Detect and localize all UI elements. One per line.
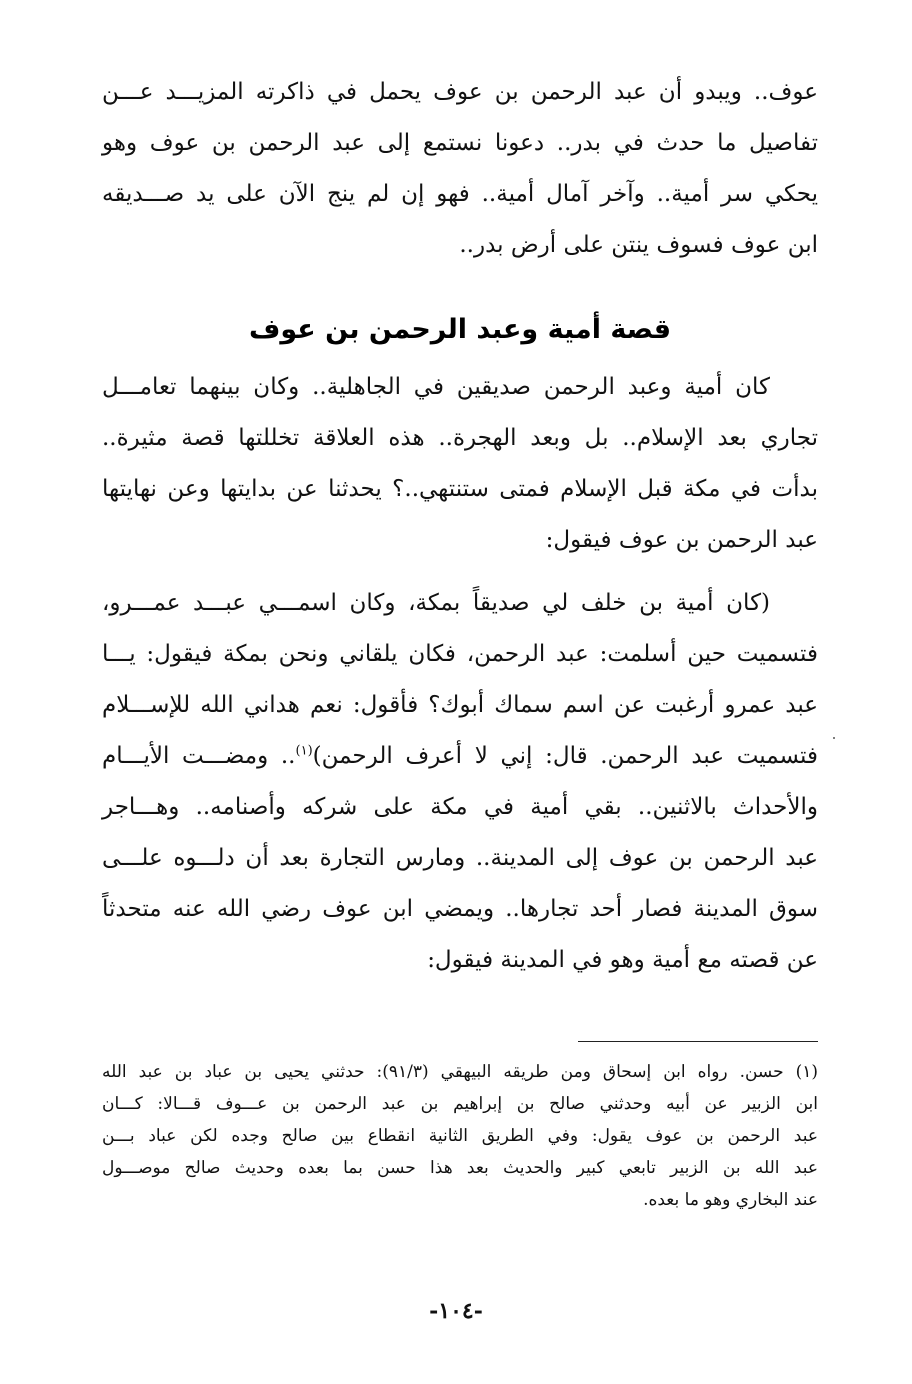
quote-text: فتسميت عبد الرحمن. قال: إني لا أعرف الرحمن): [312, 743, 818, 769]
paragraph-line: [102, 731, 818, 782]
paragraph-line: عبد الرحمن بن عوف فيقول:: [545, 527, 818, 553]
footnote-reference[interactable]: (١): [295, 743, 313, 759]
footnote-line: ابن الزبير عن أبيه وحدثني صالح بن إبراهيم بن عبد الرحمن بن عـــوف قـــالا: كـــان: [102, 1094, 818, 1114]
paragraph-line: والأحداث بالاثنين.. بقي أمية في مكة على شركه وأصنامه.. وهـــاجر: [102, 794, 818, 820]
margin-mark: [833, 737, 835, 739]
paragraph-line: يحكي سر أمية.. وآخر آمال أمية.. فهو إن لم ينج الآن على يد صـــديقه: [102, 181, 818, 207]
footnote-line: عبد الله بن الزبير تابعي كبير والحديث بعد هذا حسن بما بعده وحديث صالح موصـــول: [102, 1158, 818, 1178]
paragraph-line: بدأت في مكة قبل الإسلام فمتى ستنتهي..؟ يحدثنا عن بدايتها وعن نهايتها: [102, 476, 818, 502]
page-number: -١٠٤-: [429, 1298, 483, 1324]
paragraph-line: فتسميت حين أسلمت: عبد الرحمن، فكان يلقاني ونحن بمكة فيقول: يـــا: [102, 641, 818, 667]
footnote-line: (١) حسن. رواه ابن إسحاق ومن طريقه البيهقي (٩١/٣): حدثني يحيى بن عباد بن عبد الله: [102, 1062, 818, 1082]
intro-paragraph: [102, 67, 818, 271]
paragraph-line: تجاري بعد الإسلام.. بل وبعد الهجرة.. هذه العلاقة تخللتها قصة مثيرة..: [102, 425, 818, 451]
paragraph-line: ابن عوف فسوف ينتن على أرض بدر..: [459, 232, 818, 258]
paragraph-line: كان أمية وعبد الرحمن صديقين في الجاهلية.. وكان بينهما تعامـــل: [102, 374, 770, 400]
paragraph-line: عبد الرحمن بن عوف إلى المدينة.. ومارس التجارة بعد أن دلـــوه علـــى: [102, 845, 818, 871]
paragraph-line: (كان أمية بن خلف لي صديقاً بمكة، وكان اسمـــي عبـــد عمـــرو،: [102, 590, 770, 616]
paragraph-line: تفاصيل ما حدث في بدر.. دعونا نستمع إلى عبد الرحمن بن عوف وهو: [102, 130, 818, 156]
section-heading: قصة أمية وعبد الرحمن بن عوف: [248, 314, 672, 345]
footnote: [102, 1056, 818, 1216]
footnote-line: عند البخاري وهو ما بعده.: [643, 1190, 818, 1210]
quote-paragraph: [102, 578, 818, 986]
footnote-line: عبد الرحمن بن عوف يقول: وفي الطريق الثانية انقطاع بين صالح وجده لكن عباد بـــن: [102, 1126, 818, 1146]
paragraph-line: عن قصته مع أمية وهو في المدينة فيقول:: [427, 947, 818, 973]
footnote-divider: [578, 1041, 818, 1042]
paragraph-line: عوف.. ويبدو أن عبد الرحمن بن عوف يحمل في ذاكرته المزيـــد عـــن: [102, 79, 818, 105]
quote-text: .. ومضـــت الأيـــام: [102, 743, 296, 769]
paragraph-line: سوق المدينة فصار أحد تجارها.. ويمضي ابن عوف رضي الله عنه متحدثاً: [102, 896, 818, 922]
story-paragraph: [102, 362, 818, 566]
paragraph-line: عبد عمرو أرغبت عن اسم سماك أبوك؟ فأقول: نعم هداني الله للإســـلام: [102, 692, 818, 718]
